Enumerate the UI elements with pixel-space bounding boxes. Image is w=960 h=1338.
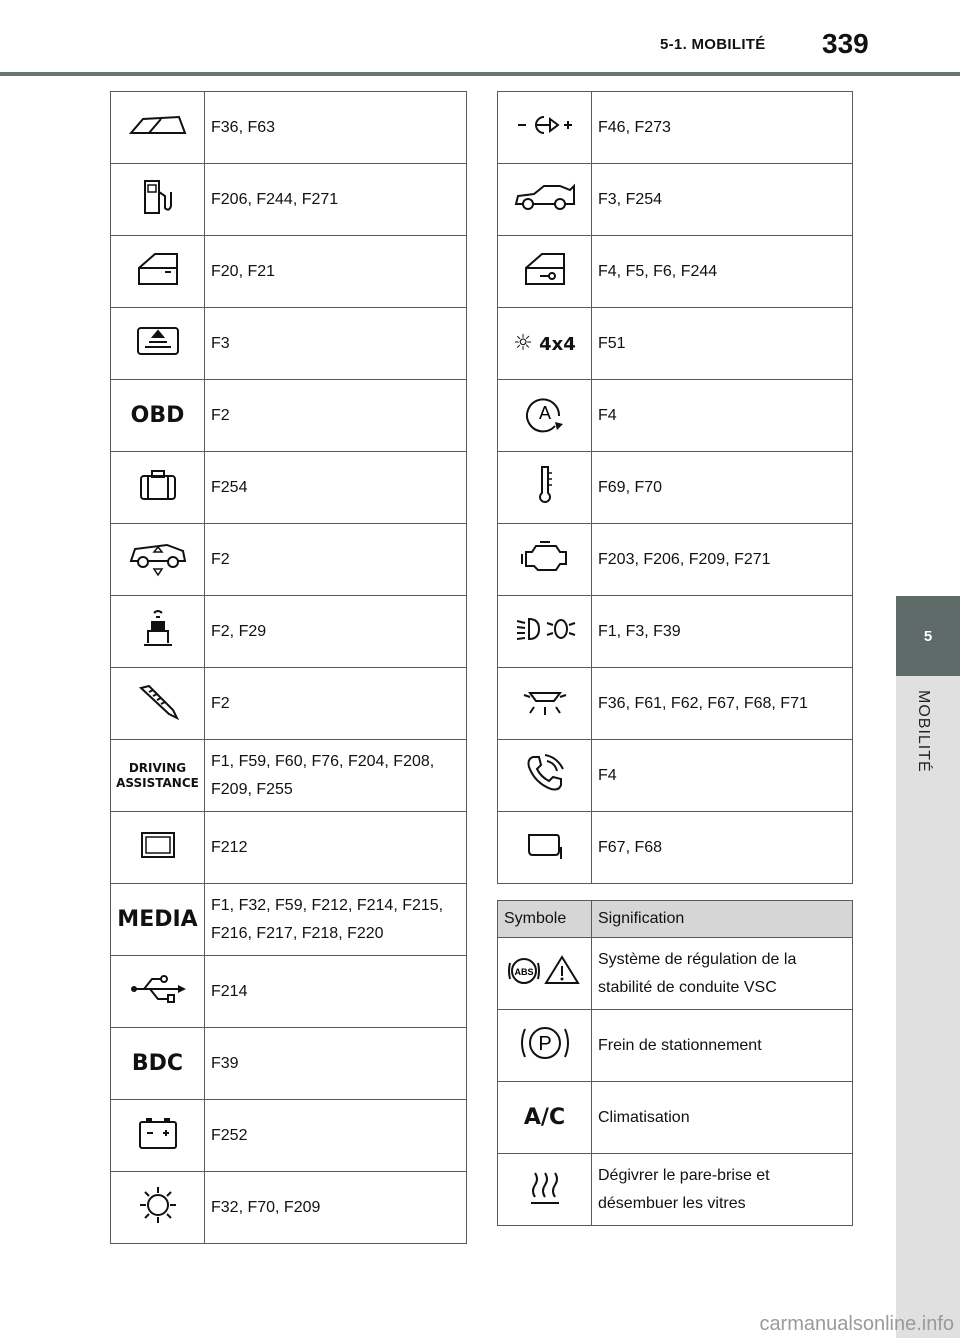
symbol-cell <box>498 164 592 236</box>
description-cell: F4 <box>592 380 853 452</box>
symbol-cell <box>498 1154 592 1226</box>
table-row <box>498 1082 853 1154</box>
symbol-cell <box>498 380 592 452</box>
symbol-cell <box>111 884 205 956</box>
usb-icon <box>128 974 188 1009</box>
right-fuse-table <box>497 91 853 884</box>
obd-icon: OBD <box>130 403 185 428</box>
page-number: 339 <box>822 28 869 59</box>
power-outlet-icon <box>514 113 576 142</box>
table-row <box>111 956 467 1028</box>
parking-brake-icon <box>515 1021 575 1070</box>
table-row <box>498 308 853 380</box>
table-row <box>498 236 853 308</box>
battery-icon <box>137 1115 179 1156</box>
symbol-cell <box>111 596 205 668</box>
symbol-cell <box>498 938 592 1010</box>
table-row <box>111 164 467 236</box>
display-icon <box>140 831 176 864</box>
table-row <box>498 1010 853 1082</box>
symbol-cell <box>111 92 205 164</box>
svg-text:ABS: ABS <box>513 967 534 977</box>
gear-icon <box>138 1185 178 1230</box>
description-cell: F4 <box>592 740 853 812</box>
description-cell: Dégivrer le pare-brise et désembuer les vitres <box>592 1154 853 1226</box>
table-row <box>111 1100 467 1172</box>
phone-icon <box>523 751 567 800</box>
symbol-cell <box>498 668 592 740</box>
symbol-cell <box>111 1028 205 1100</box>
symbol-cell <box>498 1082 592 1154</box>
symbol-meaning-table <box>497 900 853 1226</box>
description-cell: F212 <box>205 812 467 884</box>
car-interior-light-icon <box>127 111 189 144</box>
symbol-cell <box>498 92 592 164</box>
headlight-icon <box>513 615 577 648</box>
description-cell: F3, F254 <box>592 164 853 236</box>
description-cell: F36, F63 <box>205 92 467 164</box>
symbol-cell <box>111 380 205 452</box>
description-cell: F69, F70 <box>592 452 853 524</box>
table-row <box>111 380 467 452</box>
description-cell: F2 <box>205 380 467 452</box>
description-cell: Frein de stationnement <box>592 1010 853 1082</box>
description-cell: F51 <box>592 308 853 380</box>
description-cell: Système de régulation de la stabilité de conduite VSC <box>592 938 853 1010</box>
description-cell: F2 <box>205 524 467 596</box>
spark-plug-icon <box>135 682 181 725</box>
table-row <box>498 596 853 668</box>
ac-icon: A/C <box>523 1105 566 1130</box>
description-cell: F254 <box>205 452 467 524</box>
symbol-cell <box>498 524 592 596</box>
thermometer-icon <box>534 463 556 512</box>
symbol-cell <box>111 1100 205 1172</box>
table-row <box>498 812 853 884</box>
media-icon: MEDIA <box>117 907 198 932</box>
symbol-cell <box>111 524 205 596</box>
table-row <box>111 596 467 668</box>
car-trunk-icon <box>512 182 578 217</box>
auto-start-stop-icon <box>525 392 565 439</box>
description-cell: F4, F5, F6, F244 <box>592 236 853 308</box>
chapter-tab[interactable] <box>896 596 960 676</box>
rear-defogger-icon <box>135 325 181 362</box>
symbol-cell <box>498 1010 592 1082</box>
symbol-cell <box>498 308 592 380</box>
symbol-cell <box>111 740 205 812</box>
symbol-cell <box>111 668 205 740</box>
engine-icon <box>520 540 570 579</box>
description-cell: F203, F206, F209, F271 <box>592 524 853 596</box>
table-row <box>498 164 853 236</box>
description-cell: Climatisation <box>592 1082 853 1154</box>
description-cell: F252 <box>205 1100 467 1172</box>
symbol-cell <box>498 236 592 308</box>
dome-light-icon <box>520 685 570 722</box>
header-symbol: Symbole <box>498 901 592 938</box>
watermark: carmanualsonline.info <box>759 1313 954 1335</box>
mirror-icon <box>525 829 565 866</box>
table-row <box>498 92 853 164</box>
description-cell: F1, F32, F59, F212, F214, F215, F216, F217, F218, F220 <box>205 884 467 956</box>
table-row <box>498 1154 853 1226</box>
symbol-cell <box>111 308 205 380</box>
symbol-cell <box>111 956 205 1028</box>
table-row <box>498 740 853 812</box>
header-rule <box>0 72 960 76</box>
table-row <box>111 1172 467 1244</box>
chapter-tab-label: MOBILITÉ <box>915 690 932 773</box>
symbol-cell <box>111 1172 205 1244</box>
table-row <box>111 236 467 308</box>
table-row <box>111 740 467 812</box>
4x4-icon: ☼ 4x4 <box>513 331 576 356</box>
description-cell: F46, F273 <box>592 92 853 164</box>
symbol-cell <box>498 740 592 812</box>
description-cell: F2, F29 <box>205 596 467 668</box>
door-lock-icon <box>522 250 568 293</box>
description-cell: F206, F244, F271 <box>205 164 467 236</box>
description-cell: F32, F70, F209 <box>205 1172 467 1244</box>
table-row <box>498 668 853 740</box>
driving-assistance-icon: DRIVING ASSISTANCE <box>116 760 199 790</box>
description-cell: F20, F21 <box>205 236 467 308</box>
description-cell: F3 <box>205 308 467 380</box>
car-height-control-icon <box>127 537 189 582</box>
defroster-icon <box>525 1167 565 1212</box>
description-cell: F1, F59, F60, F76, F204, F208, F209, F255 <box>205 740 467 812</box>
vsc-abs-icon <box>506 953 584 994</box>
svg-text:P: P <box>537 1033 552 1055</box>
table-row <box>111 668 467 740</box>
header-meaning: Signification <box>592 901 853 938</box>
symbol-cell <box>111 236 205 308</box>
table-row <box>111 524 467 596</box>
table-row <box>111 452 467 524</box>
table-row <box>111 308 467 380</box>
table-row <box>498 524 853 596</box>
description-cell: F1, F3, F39 <box>592 596 853 668</box>
description-cell: F36, F61, F62, F67, F68, F71 <box>592 668 853 740</box>
description-cell: F214 <box>205 956 467 1028</box>
table-row <box>111 1028 467 1100</box>
description-cell: F2 <box>205 668 467 740</box>
table-row <box>111 812 467 884</box>
car-door-icon <box>135 250 181 293</box>
fuel-pump-icon <box>141 178 175 221</box>
symbol-cell <box>498 812 592 884</box>
chapter-tab-number: 5 <box>923 627 933 645</box>
bdc-icon: BDC <box>131 1051 184 1076</box>
symbol-cell <box>111 164 205 236</box>
table-row <box>111 92 467 164</box>
table-row <box>498 938 853 1010</box>
table-row <box>111 884 467 956</box>
description-cell: F39 <box>205 1028 467 1100</box>
seat-vibration-icon <box>138 609 178 654</box>
svg-text:A: A <box>538 403 551 423</box>
chapter-tab-strip <box>896 676 960 1338</box>
left-fuse-table <box>110 91 467 1244</box>
header-section-title: 5-1. MOBILITÉ <box>660 36 766 53</box>
luggage-icon <box>138 468 178 507</box>
symbol-cell <box>498 596 592 668</box>
symbol-cell <box>111 452 205 524</box>
table-row <box>498 452 853 524</box>
symbol-cell <box>498 452 592 524</box>
description-cell: F67, F68 <box>592 812 853 884</box>
symbol-cell <box>111 812 205 884</box>
table-row <box>498 380 853 452</box>
